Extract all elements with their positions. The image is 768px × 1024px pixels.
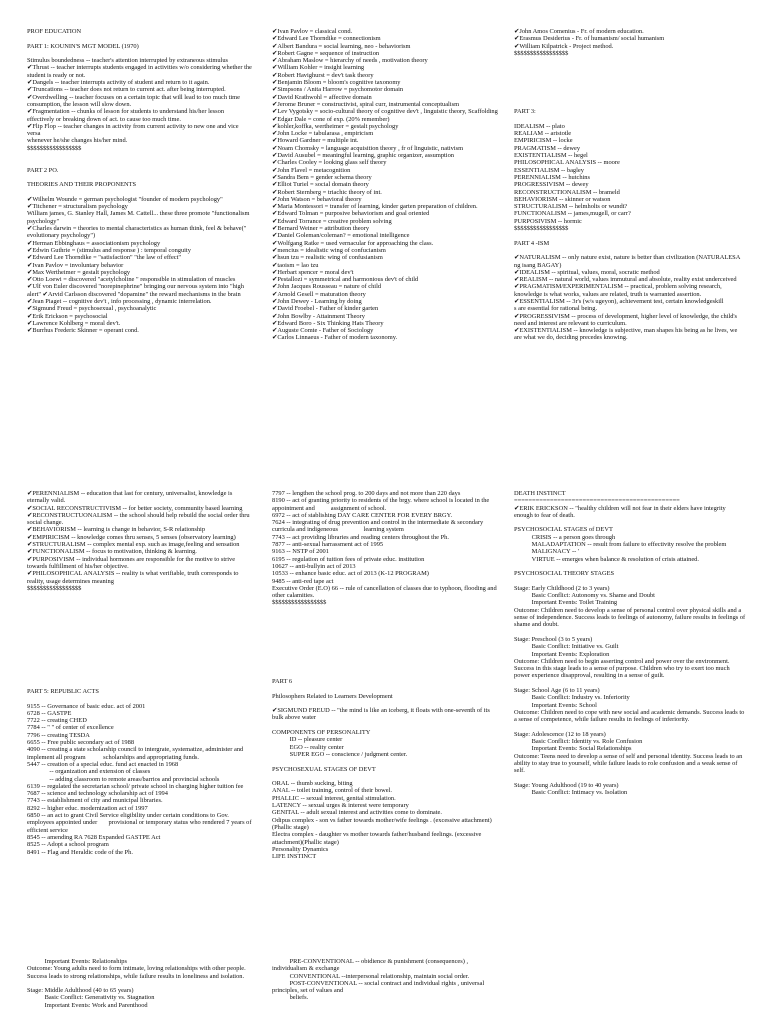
- text-line: THEORIES AND THEIR PROPONENTS: [27, 181, 137, 189]
- text-line: ✔John Jacques Rousseau = nature of child: [272, 283, 382, 291]
- text-line: ✔Elliot Turiel = social domain theory: [272, 181, 369, 189]
- text-line: ✔Benjamin Bloom = bloom's cognitive taxonomy: [272, 79, 401, 87]
- text-line: ✔Ulf von Euler discovered "norepinephrine" bringing our nervous system into "high alert" ✔Arvid Carlsson discovered "dopamine" the reward mechanisms in the brain: [27, 283, 246, 298]
- text-line: ✔Edward Lee Thorndike = "satisfaction" "the law of effect": [27, 254, 182, 262]
- column-erikson-continued: [27, 958, 252, 1024]
- text-line: 6139 -- regulated the secretarian school/ private school in charging higher tuition fee: [27, 782, 244, 790]
- text-line: [514, 519, 746, 526]
- text-line: ✔Herbart spencer = moral dev't: [272, 268, 354, 276]
- text-line: 6195 -- regulation of tuition fees of private educ. institution: [272, 555, 425, 563]
- text-line: GENITAL -- adult sexual interest and activities come to dominate.: [272, 809, 442, 817]
- text-line: [27, 159, 252, 166]
- text-line: Basic Conflict: Industry vs. Inferiority: [514, 694, 630, 702]
- text-line: ✔Lev Vygotsky = socio-cultural theory of cognitive dev't , linguistic theory, Scaffolding: [272, 108, 498, 116]
- text-line: ✔Dangels -- teacher interrupts activity of student and return to it again.: [27, 79, 210, 87]
- text-line: ✔Wilhelm Wounde = german psychologist "founder of modern psychology": [27, 195, 223, 203]
- text-line: ✔John Dewey - Learning by doing: [272, 297, 362, 305]
- text-line: ✔David Froebel - Father of kinder garten: [272, 305, 379, 313]
- text-line: PURPOSIVISM -- hormic: [514, 217, 582, 225]
- text-line: ✔FUNCTIONALISM -- focus to motivation, thinking & learning.: [27, 548, 197, 556]
- text-line: ✔BEHAVIORISM -- learning is change in behavior, S-R relationship: [27, 526, 206, 534]
- column-isms-continued: [27, 490, 252, 670]
- text-line: ✔Charles darwin = theories to mental characteristics as human think, feel & behave(" evolutionary psychology"): [27, 225, 248, 240]
- text-line: Outcome: Children need to begin asserting control and power over the environment. Success in this stage leads to a sense of purpose. Children who try to exert too much power experience disapproval, resulting in a sense of guilt.: [514, 657, 732, 680]
- text-line: Odipus complex - son vs father towards mother/wife feelings . (excessive attachment)(Phallic stage): [272, 816, 492, 831]
- text-line: ✔Flip Flop -- teacher changes in activity from current activity to new one and vice versa: [27, 122, 241, 138]
- text-line: PRE-CONVENTIONAL -- obidience & punishment (consequences) , individualism & exchange: [272, 958, 470, 973]
- text-line: ✔Jean Piaget -- cognitive dev't , info processing , dynamic interrelation.: [27, 297, 212, 305]
- text-line: ✔Albert Bandura = social learning, neo - behaviorism: [272, 42, 411, 50]
- text-line: PSYCHOSEXUAL STAGES OF DEVT: [272, 765, 376, 773]
- text-line: Stage: Preschool (3 to 5 years): [514, 635, 593, 643]
- text-line: ✔Sandra Bem = gender schema theory: [272, 173, 372, 181]
- text-line: Important Events: Social Relationships: [514, 745, 632, 753]
- text-line: [514, 232, 746, 239]
- text-line: PROGRESSIVISM -- dewey: [514, 181, 589, 189]
- text-line: William james, G. Stanley Hall, James M. Cattell... these three promote "functionalism psychology": [27, 210, 252, 225]
- text-line: Stage: Adolescence (12 to 18 years): [514, 730, 606, 738]
- text-line: ✔William Kilpatrick - Project method.: [514, 42, 614, 50]
- text-line: Executive Order (E.O) 66 -- rule of cancellation of classes due to typhoon, flooding and other calamities.: [272, 584, 499, 600]
- text-line: 6850 -- an act to grant Civil Service eligibility under certain conditions to Gov. employees appointed under provisional or temporary status who rendered 7 years of efficient service: [27, 812, 254, 834]
- text-line: -- adding classroom to remote areas/barrios and provincial schools: [27, 775, 220, 783]
- text-line: whenever he/she changes his/her mind.: [27, 137, 128, 145]
- text-line: 7796 -- creating TESDA: [27, 731, 90, 739]
- text-line: Important Events: Exploration: [514, 650, 610, 658]
- text-line: 8292 -- higher educ. modernization act of 1997: [27, 804, 148, 812]
- text-line: ✔John Amos Comenius - Fr. of modern education.: [514, 28, 644, 35]
- text-line: PHILOSOPHICAL ANALYSIS -- moore: [514, 159, 620, 167]
- text-line: [514, 72, 746, 79]
- text-line: [272, 773, 500, 780]
- text-line: 6655 -- Free public secondary act of 1988: [27, 739, 135, 747]
- text-line: ✔Maria Montessori = transfer of learning, kinder garten preparation of children.: [272, 203, 478, 211]
- text-line: ✔Overdwelling -- teacher focuses on a certain topic that will lead to too much time consumption, the lesson will slow down.: [27, 93, 242, 108]
- text-line: ✔John Watson = behavioral theory: [272, 195, 362, 203]
- text-line: PERENNIALISM -- hutchins: [514, 173, 590, 181]
- text-line: ✔NATURALISM -- only nature exist, nature is better than civilization (NATURALESA ng isang BAGAY): [514, 254, 742, 269]
- text-line: [272, 722, 500, 729]
- text-line: 7797 -- lengthen the school prog. to 200 days and not more than 220 days: [272, 490, 461, 497]
- text-line: EXISTENTIALISM -- hegel: [514, 152, 588, 160]
- text-line: [27, 189, 252, 196]
- text-line: EMPIRICISM -- locke: [514, 137, 573, 145]
- text-line: Basic Conflict: Intimacy vs. Isolation: [514, 789, 628, 797]
- text-line: Basic Conflict: Identity vs. Role Confusion: [514, 738, 643, 746]
- text-line: ✔PERENNIALISM -- education that last for century, universalist, knowledge is eternally valid.: [27, 490, 234, 505]
- text-line: ✔Thrust -- teacher interrupts students engaged in activities w/o considering whether the student is ready or not.: [27, 64, 254, 79]
- text-line: 9155 -- Governance of basic educ. act of 2001: [27, 702, 146, 710]
- column-republic-acts: [27, 688, 252, 988]
- column-kohlberg-levels: [272, 958, 500, 1024]
- text-line: ✔Robert Havighurst = dev't task theory: [272, 71, 374, 79]
- text-line: [514, 116, 746, 123]
- text-line: ✔William Kohler = insight learning: [272, 64, 365, 72]
- text-line: ✔David Ausubel = meaningful learning, graphic organizer, assumption: [272, 152, 454, 160]
- text-line: Outcome: Teens need to develop a sense of self and personal identity. Success leads to an ability to stay true to yourself, while failure leads to role confusion and a weak sense of self.: [514, 752, 744, 775]
- text-line: 7722 -- creating CHED: [27, 717, 87, 725]
- text-line: ✔John Flavel = metacognition: [272, 166, 351, 174]
- text-line: ✔EMPIRICISM -- knowledge comes thru senses, 5 senses (observatory learning): [27, 533, 236, 541]
- text-line: 8491 -- Flag and Heraldic code of the Ph.: [27, 848, 133, 856]
- text-line: [514, 79, 746, 86]
- text-line: s are essential for rational being.: [514, 305, 598, 313]
- text-line: ✔Abraham Maslow = hierarchy of needs , motivation theory: [272, 57, 428, 65]
- text-line: ✔SIGMUND FREUD -- "the mind is like an iceberg, it floats with one-seventh of its bulk above water: [272, 707, 492, 722]
- text-line: [27, 152, 252, 159]
- text-line: 7784 -- " " of center of excellence: [27, 724, 114, 732]
- text-line: [514, 94, 746, 101]
- text-line: 4090 -- creating a state scholarship council to intergrate, systematize, administer and implement all program scholarships and appropriating funds.: [27, 746, 245, 761]
- text-line: $$$$$$$$$$$$$$$$$: [272, 599, 327, 607]
- text-line: MALIGNACY -- ': [514, 548, 579, 556]
- text-line: ID -- pleasure center: [272, 736, 343, 744]
- text-line: ✔Auguste Comte - Father of Sociology: [272, 327, 374, 335]
- text-line: DEATH INSTINCT: [514, 490, 566, 497]
- text-line: Important Events: Work and Parenthood: [27, 1001, 148, 1009]
- text-line: [27, 50, 252, 57]
- text-line: ==============================================: [514, 497, 680, 505]
- text-line: [27, 35, 252, 42]
- text-line: Stage: School Age (6 to 11 years): [514, 687, 600, 695]
- text-line: ✔kohler,koffka, wertheimer = gestalt psychology: [272, 122, 399, 130]
- text-line: $$$$$$$$$$$$$$$$$: [27, 584, 82, 592]
- text-line: ✔Truncations -- teacher does not return to current act. after being interrupted.: [27, 86, 226, 94]
- text-line: PART 2 PO.: [27, 166, 59, 174]
- text-line: 6728 -- GASTPE: [27, 709, 72, 717]
- text-line: PART 1: KOUNIN'S MGT MODEL (1970): [27, 42, 139, 50]
- text-line: 7687 -- science and technology scholarship act of 1994: [27, 790, 168, 798]
- column-erikson-psychosocial: [514, 490, 746, 970]
- text-line: ✔Max Wertheimer = gestalt psychology: [27, 268, 131, 276]
- text-line: ✔taoism = lao tzu: [272, 261, 319, 269]
- text-line: [514, 64, 746, 71]
- text-line: [272, 700, 500, 707]
- text-line: ✔Sigmund Freud = psychosexual , psychoanalytic: [27, 305, 157, 313]
- text-line: ✔Howard Gardner = multiple int.: [272, 137, 359, 145]
- text-line: STRUCTURALISM -- helmholts or wundt?: [514, 203, 628, 211]
- text-line: CRISIS -- a person goes through: [514, 533, 616, 541]
- text-line: 6972 -- act of stablishing DAY CARE CENTER FOR EVERY BRGY.: [272, 511, 453, 519]
- text-line: ✔hsun tzu = realistic wing of confusianism: [272, 254, 383, 262]
- text-line: ✔Robert Gagne = sequence of instruction: [272, 49, 380, 57]
- text-line: PROF EDUCATION: [27, 28, 82, 35]
- text-line: ✔John Bowlby - Attainment Theory: [272, 312, 365, 320]
- text-line: ✔Ivan Pavlov = classical cond.: [272, 28, 353, 35]
- column-freud-psychosexual: [272, 678, 500, 861]
- text-line: CONVENTIONAL --interpersonal relationship, maintain social order.: [272, 972, 470, 980]
- text-line: ✔SOCIAL RECONSTRUCTIVISM -- for better society, community based learning: [27, 504, 243, 512]
- text-line: ✔John Locke = tabularasa , empiricism: [272, 130, 374, 138]
- text-line: ✔RECONSTRUCTUONALISM -- the school should help rebuild the social order thru social change.: [27, 511, 252, 527]
- text-line: LATENCY -- sexual urges & interest were temporary: [272, 802, 409, 810]
- text-line: ✔Edwin Guthrie = (stimulus and response ) : temporal conguity: [27, 246, 191, 254]
- text-line: 7743 -- act providing libraries and reading centers throughout the Ph.: [272, 533, 449, 541]
- text-line: ✔EXISTENTIALISM -- knowledge is subjective, man shapes his being as he lives, we are what we do, deciding precedes knowing.: [514, 327, 739, 342]
- text-line: ✔PURPOSIVISM -- individual hormones are responsible for the motive to strive towards fulfillment of his/her objective.: [27, 555, 237, 570]
- text-line: ✔mencius = idealistic wing of confucianism: [272, 246, 386, 254]
- text-line: 7624 -- integrating of drug prevention and control in the intermediate & secondary curricula and indigeneous learning system: [272, 519, 485, 534]
- text-line: ✔Ivan Pavlov = involuntary behavior: [27, 261, 124, 269]
- text-line: [27, 980, 252, 987]
- text-line: Outcome: Children need to cope with new social and academic demands. Success leads to a sense of competence, while failure results in feelings of inferiority.: [514, 708, 746, 724]
- text-line: 9485 -- anti-red tape act: [272, 577, 334, 585]
- text-line: Outcome: Children need to develop a sense of personal control over physical skills and a sense of independence. Success leads to feelings of autonomy, failure results in feelings of shame and doubt.: [514, 606, 747, 629]
- text-line: ✔Wolfgang Ratke = used vernacular for approaching the class.: [272, 239, 434, 247]
- text-line: PART 3:: [514, 108, 536, 116]
- text-line: ✔Daniel Goleman/coleman? = emotional intelligence: [272, 232, 410, 240]
- text-line: ✔Charles Cooley = looking glass self theory: [272, 159, 387, 167]
- text-line: ORAL -- thumb sucking, biting: [272, 780, 353, 788]
- text-line: $$$$$$$$$$$$$$$$$: [514, 225, 569, 233]
- text-line: ✔STRUCTURALISM -- complex mental exp. such as image,feeling and sensation: [27, 541, 240, 549]
- text-line: RECONSTRUCTIONALISM -- brameld: [514, 188, 620, 196]
- text-line: Stage: Young Adulthood (19 to 40 years): [514, 781, 619, 789]
- text-line: 8525 -- Adopt a school program: [27, 841, 109, 849]
- text-line: ✔Herman Ebbinghaus = associationism psychology: [27, 239, 161, 247]
- text-line: $$$$$$$$$$$$$$$$$: [514, 49, 569, 57]
- text-line: Stage: Middle Adulthood (40 to 65 years): [27, 987, 134, 995]
- text-line: ESSENTIALISM -- bagley: [514, 166, 584, 174]
- text-line: ✔Robert Sternberg = triachic theory of int.: [272, 188, 382, 196]
- text-line: ✔Arnold Gesell = maturation theory: [272, 290, 366, 298]
- text-line: SUPER EGO -- conscience / judgment center.: [272, 750, 408, 758]
- column-republic-acts-continued: [272, 490, 500, 607]
- text-line: ✔Edward Lee Thorndike = connectionism: [272, 35, 381, 43]
- text-line: 8545 -- amending RA 7628 Expanded GASTPE Act: [27, 833, 161, 841]
- text-line: ✔Bernard Weiner = attribution theory: [272, 225, 370, 233]
- text-line: PRAGMATISM -- dewey: [514, 144, 581, 152]
- text-line: Basic Conflict: Generativity vs. Stagnation: [27, 994, 155, 1002]
- text-line: FUNCTIONALISM -- james,mugell, or carr?: [514, 210, 631, 218]
- column-theorists-list: [272, 28, 500, 438]
- text-line: ✔PROGRESSIVISM -- process of development, higher level of knowledge, the child's need and interest are relevant to curriculum.: [514, 312, 739, 327]
- text-line: PSYCHOSOCIAL THEORY STAGES: [514, 570, 615, 578]
- text-line: [514, 724, 746, 731]
- text-line: COMPONENTS OF PERSONALITY: [272, 729, 371, 737]
- text-line: PSYCHOSOCIAL STAGES of DEVT: [514, 526, 613, 534]
- text-line: ✔Edward Torrance = creative problem solving: [272, 217, 392, 225]
- text-line: 9163 -- NSTP of 2001: [272, 548, 329, 556]
- text-line: $$$$$$$$$$$$$$$$$: [27, 144, 82, 152]
- text-line: [272, 758, 500, 765]
- text-line: [514, 775, 746, 782]
- text-line: IDEALISM -- plato: [514, 122, 565, 130]
- text-line: ✔Lawrence Kohlberg = moral dev't.: [27, 319, 121, 327]
- text-line: PART 4 -ISM: [514, 239, 550, 247]
- text-line: ✔David Krathwohl = affective domain: [272, 93, 372, 101]
- text-line: ✔Edward Boro - Six Thinking Hats Theory: [272, 319, 384, 327]
- text-line: ✔Pestallozi = symmetrical and harmonious dev't of child: [272, 276, 419, 284]
- text-line: 10627 -- anti-bullyin act of 2013: [272, 562, 356, 570]
- text-line: ✔REALISM -- natural world, values immutural and absolute, reality exist underceived: [514, 276, 737, 284]
- text-line: [514, 680, 746, 687]
- text-line: ✔Noam Chomsky = language acquisition theory , fr of linguistic, nativism: [272, 144, 464, 152]
- text-line: [514, 629, 746, 636]
- column-prof-education-theories: [27, 28, 254, 335]
- text-line: ✔PRAGMATISM/EXPERIMENTALISM -- practical, problem solving research, knowledge is what works, values are related, truth is warranted assertion.: [514, 283, 724, 298]
- text-line: 5447 -- creation of a special educ. fund act enacted in 1968: [27, 760, 179, 768]
- text-line: Basic Conflict: Autonomy vs. Shame and Doubt: [514, 592, 655, 600]
- text-line: ✔Fragmentation -- chunks of lesson for students to understand his/her lesson effectively or breaking down of act. to cause too much time.: [27, 108, 226, 123]
- text-line: ✔Carlos Linnaeus - Father of modern taxonomy.: [272, 334, 398, 342]
- text-line: 10533 -- enhance basic educ. act of 2013 (K-12 PROGRAM): [272, 570, 429, 578]
- text-line: PART 6: [272, 678, 293, 685]
- text-line: EGO -- reality center: [272, 743, 344, 751]
- text-line: -- organization and extension of classes: [27, 768, 151, 776]
- text-line: ✔Jerome Bruner = constructivist, spiral curr, instrumental conceptualism: [272, 100, 460, 108]
- text-line: [514, 247, 746, 254]
- text-line: [514, 578, 746, 585]
- text-line: ✔ESSENTIALISM -- 3r's (w/s ugeyon), achievement test, certain knowledgeskill: [514, 297, 724, 305]
- text-line: Stimulus boundedness -- teacher's attention interrupted by extraneous stimulus: [27, 57, 228, 65]
- text-line: [514, 57, 746, 64]
- text-line: beliefs.: [272, 994, 309, 1002]
- text-line: [514, 86, 746, 93]
- text-line: 7743 -- establishment of city and municipal libraries.: [27, 797, 163, 805]
- text-line: ✔PHILOSOPHICAL ANALYSIS -- reality is what verifiable, truth corresponds to reality, usage determines meaning: [27, 570, 241, 585]
- text-line: [27, 695, 252, 702]
- text-line: BEHAVIORISM -- skinner or watson: [514, 195, 611, 203]
- text-line: ✔IDEALISM -- spiritual, values, moral, socratic method: [514, 268, 660, 276]
- text-line: ✔Burrhus Frederic Skinner = operant cond.: [27, 327, 139, 335]
- text-line: PART 5: REPUBLIC ACTS: [27, 688, 99, 695]
- text-line: MALADAPTATION -- result from failure to effectivity resolve the problem: [514, 541, 727, 549]
- text-line: ✔ERIK ERICKSON -- "healthy children will not fear in their elders have integrity enough to fear of death.: [514, 504, 728, 519]
- text-line: Important Events: Relationships: [27, 958, 127, 965]
- text-line: ✔Edgar Dale = cone of exp. (20% remember): [272, 115, 390, 123]
- text-line: ✔Titchener = structuralism psychology: [27, 203, 128, 211]
- text-line: PHALLIC -- sexual interest, genital stimulation.: [272, 794, 396, 802]
- text-line: Basic Conflict: Initiative vs. Guilt: [514, 643, 619, 651]
- text-line: ✔Simpsons / Anita Harrow = psychomotor domain: [272, 86, 404, 94]
- text-line: VIRTUE -- emerges when balance & resolution of crisis attained.: [514, 555, 699, 563]
- text-line: Outcome: Young adults need to form intimate, loving relationships with other people. Success leads to strong relationships, while failure results in loneliness and isolation.: [27, 965, 248, 980]
- text-line: Important Events: Toilet Training: [514, 599, 618, 607]
- text-line: [272, 685, 500, 692]
- text-line: ANAL -- toilet training, control of their bowel.: [272, 787, 392, 795]
- text-line: ✔Erasmus Desiderius - Fr. of humanism/ social humanism: [514, 35, 665, 43]
- text-line: REALIAM -- aristotle: [514, 130, 572, 138]
- text-line: ✔Erik Erickson = psychosocial: [27, 312, 108, 320]
- text-line: ✔Otto Loewi = discovered "acetylcholine " responsible in stimulation of muscles: [27, 276, 236, 284]
- text-line: POST-CONVENTIONAL -- social contract and individual rights , universal principles, set of values and: [272, 979, 486, 995]
- text-line: [514, 563, 746, 570]
- text-line: Personality Dynamics: [272, 845, 329, 853]
- text-line: Stage: Early Childhood (2 to 3 years): [514, 584, 610, 592]
- text-line: [514, 101, 746, 108]
- text-line: Philosophers Related to Learners Development: [272, 692, 393, 700]
- column-philosophies-isms: [514, 28, 746, 398]
- text-line: [27, 174, 252, 181]
- text-line: Electra complex - daughter vs mother towards father/husband feelings. (excessive attachment)(Phallic stage): [272, 831, 484, 846]
- text-line: 8190 -- act of granting priority to residents of the brgy. where school is located in the appointment and assignment of school.: [272, 497, 491, 512]
- text-line: LIFE INSTINCT: [272, 853, 317, 861]
- text-line: Important Events: School: [514, 701, 597, 709]
- text-line: ✔Edward Tolman = purposive behaviorism and goal oriented: [272, 210, 430, 218]
- text-line: 7877 -- anti-sexual harrassment act of 1995: [272, 541, 384, 549]
